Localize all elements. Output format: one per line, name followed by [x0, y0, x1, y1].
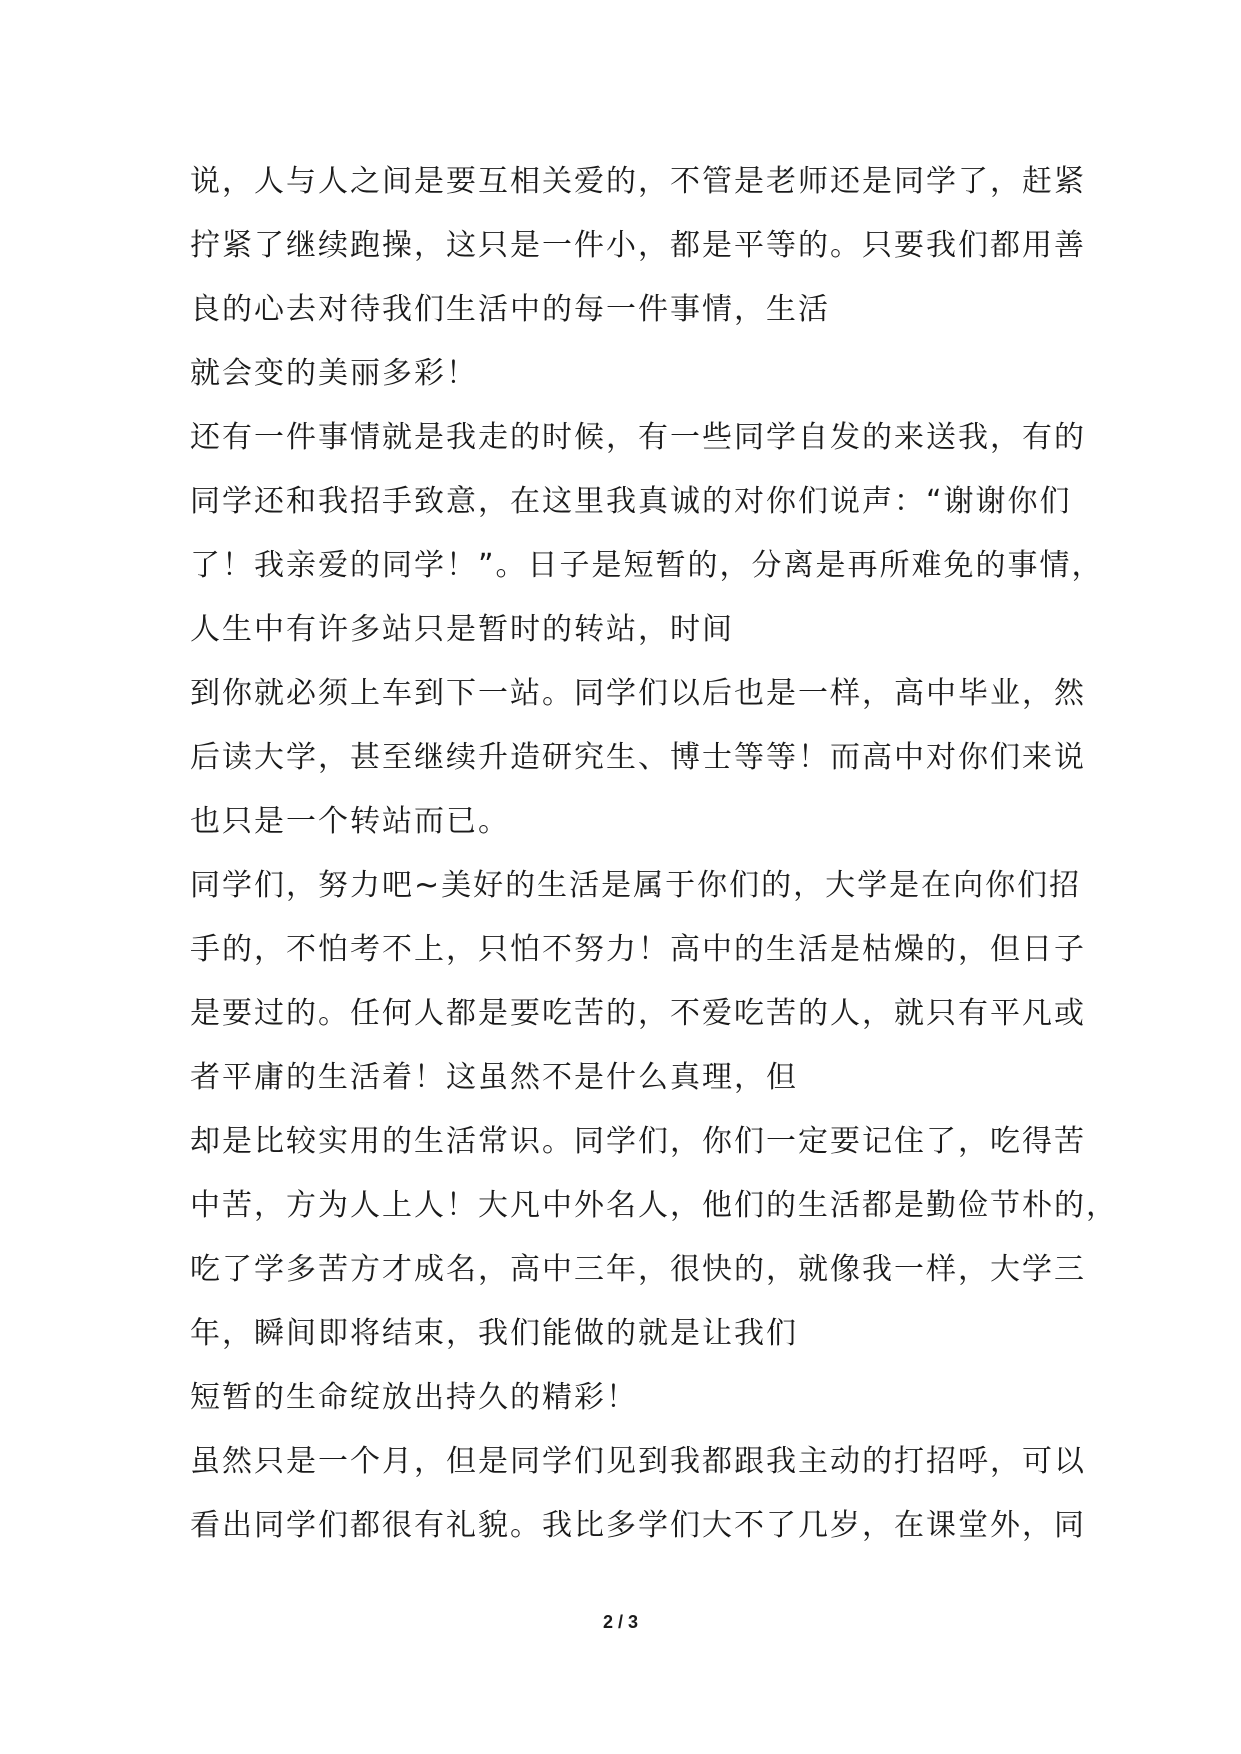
text-line: 就会变的美丽多彩！ — [190, 356, 478, 391]
text-line: 人生中有许多站只是暂时的转站，时间 — [190, 612, 734, 647]
text-line: 虽然只是一个月，但是同学们见到我都跟我主动的打招呼，可以 — [190, 1444, 1086, 1479]
body-text — [190, 150, 1118, 1558]
text-line: 年，瞬间即将结束，我们能做的就是让我们 — [190, 1316, 798, 1351]
text-line: 看出同学们都很有礼貌。我比多学们大不了几岁，在课堂外，同 — [190, 1508, 1086, 1543]
text-line: 到你就必须上车到下一站。同学们以后也是一样，高中毕业，然 — [190, 676, 1086, 711]
text-line: 者平庸的生活着！这虽然不是什么真理，但 — [190, 1060, 798, 1095]
text-line: 也只是一个转站而已。 — [190, 804, 510, 839]
text-line: 中苦，方为人上人！大凡中外名人，他们的生活都是勤俭节朴的， — [190, 1188, 1118, 1223]
page-number: 2 / 3 — [602, 1612, 639, 1632]
text-line: 拧紧了继续跑操，这只是一件小，都是平等的。只要我们都用善 — [190, 228, 1086, 263]
text-line: 还有一件事情就是我走的时候，有一些同学自发的来送我，有的 — [190, 420, 1086, 455]
text-line: 同学们，努力吧~美好的生活是属于你们的，大学是在向你们招 — [190, 868, 1082, 903]
text-line: 后读大学，甚至继续升造研究生、博士等等！而高中对你们来说 — [190, 740, 1086, 775]
text-line: 短暂的生命绽放出持久的精彩！ — [190, 1380, 638, 1415]
text-line: 却是比较实用的生活常识。同学们，你们一定要记住了，吃得苦 — [190, 1124, 1086, 1159]
text-line: 吃了学多苦方才成名，高中三年，很快的，就像我一样，大学三 — [190, 1252, 1086, 1287]
text-line: 良的心去对待我们生活中的每一件事情，生活 — [190, 292, 830, 327]
text-line: 是要过的。任何人都是要吃苦的，不爱吃苦的人，就只有平凡或 — [190, 996, 1086, 1031]
text-line: 说，人与人之间是要互相关爱的，不管是老师还是同学了，赶紧 — [190, 164, 1086, 199]
text-line: 了！我亲爱的同学！”。日子是短暂的，分离是再所难免的事情， — [190, 548, 1104, 583]
text-line: 手的，不怕考不上，只怕不努力！高中的生活是枯燥的，但日子 — [190, 932, 1086, 967]
text-line: 同学还和我招手致意，在这里我真诚的对你们说声：“谢谢你们 — [190, 484, 1072, 519]
